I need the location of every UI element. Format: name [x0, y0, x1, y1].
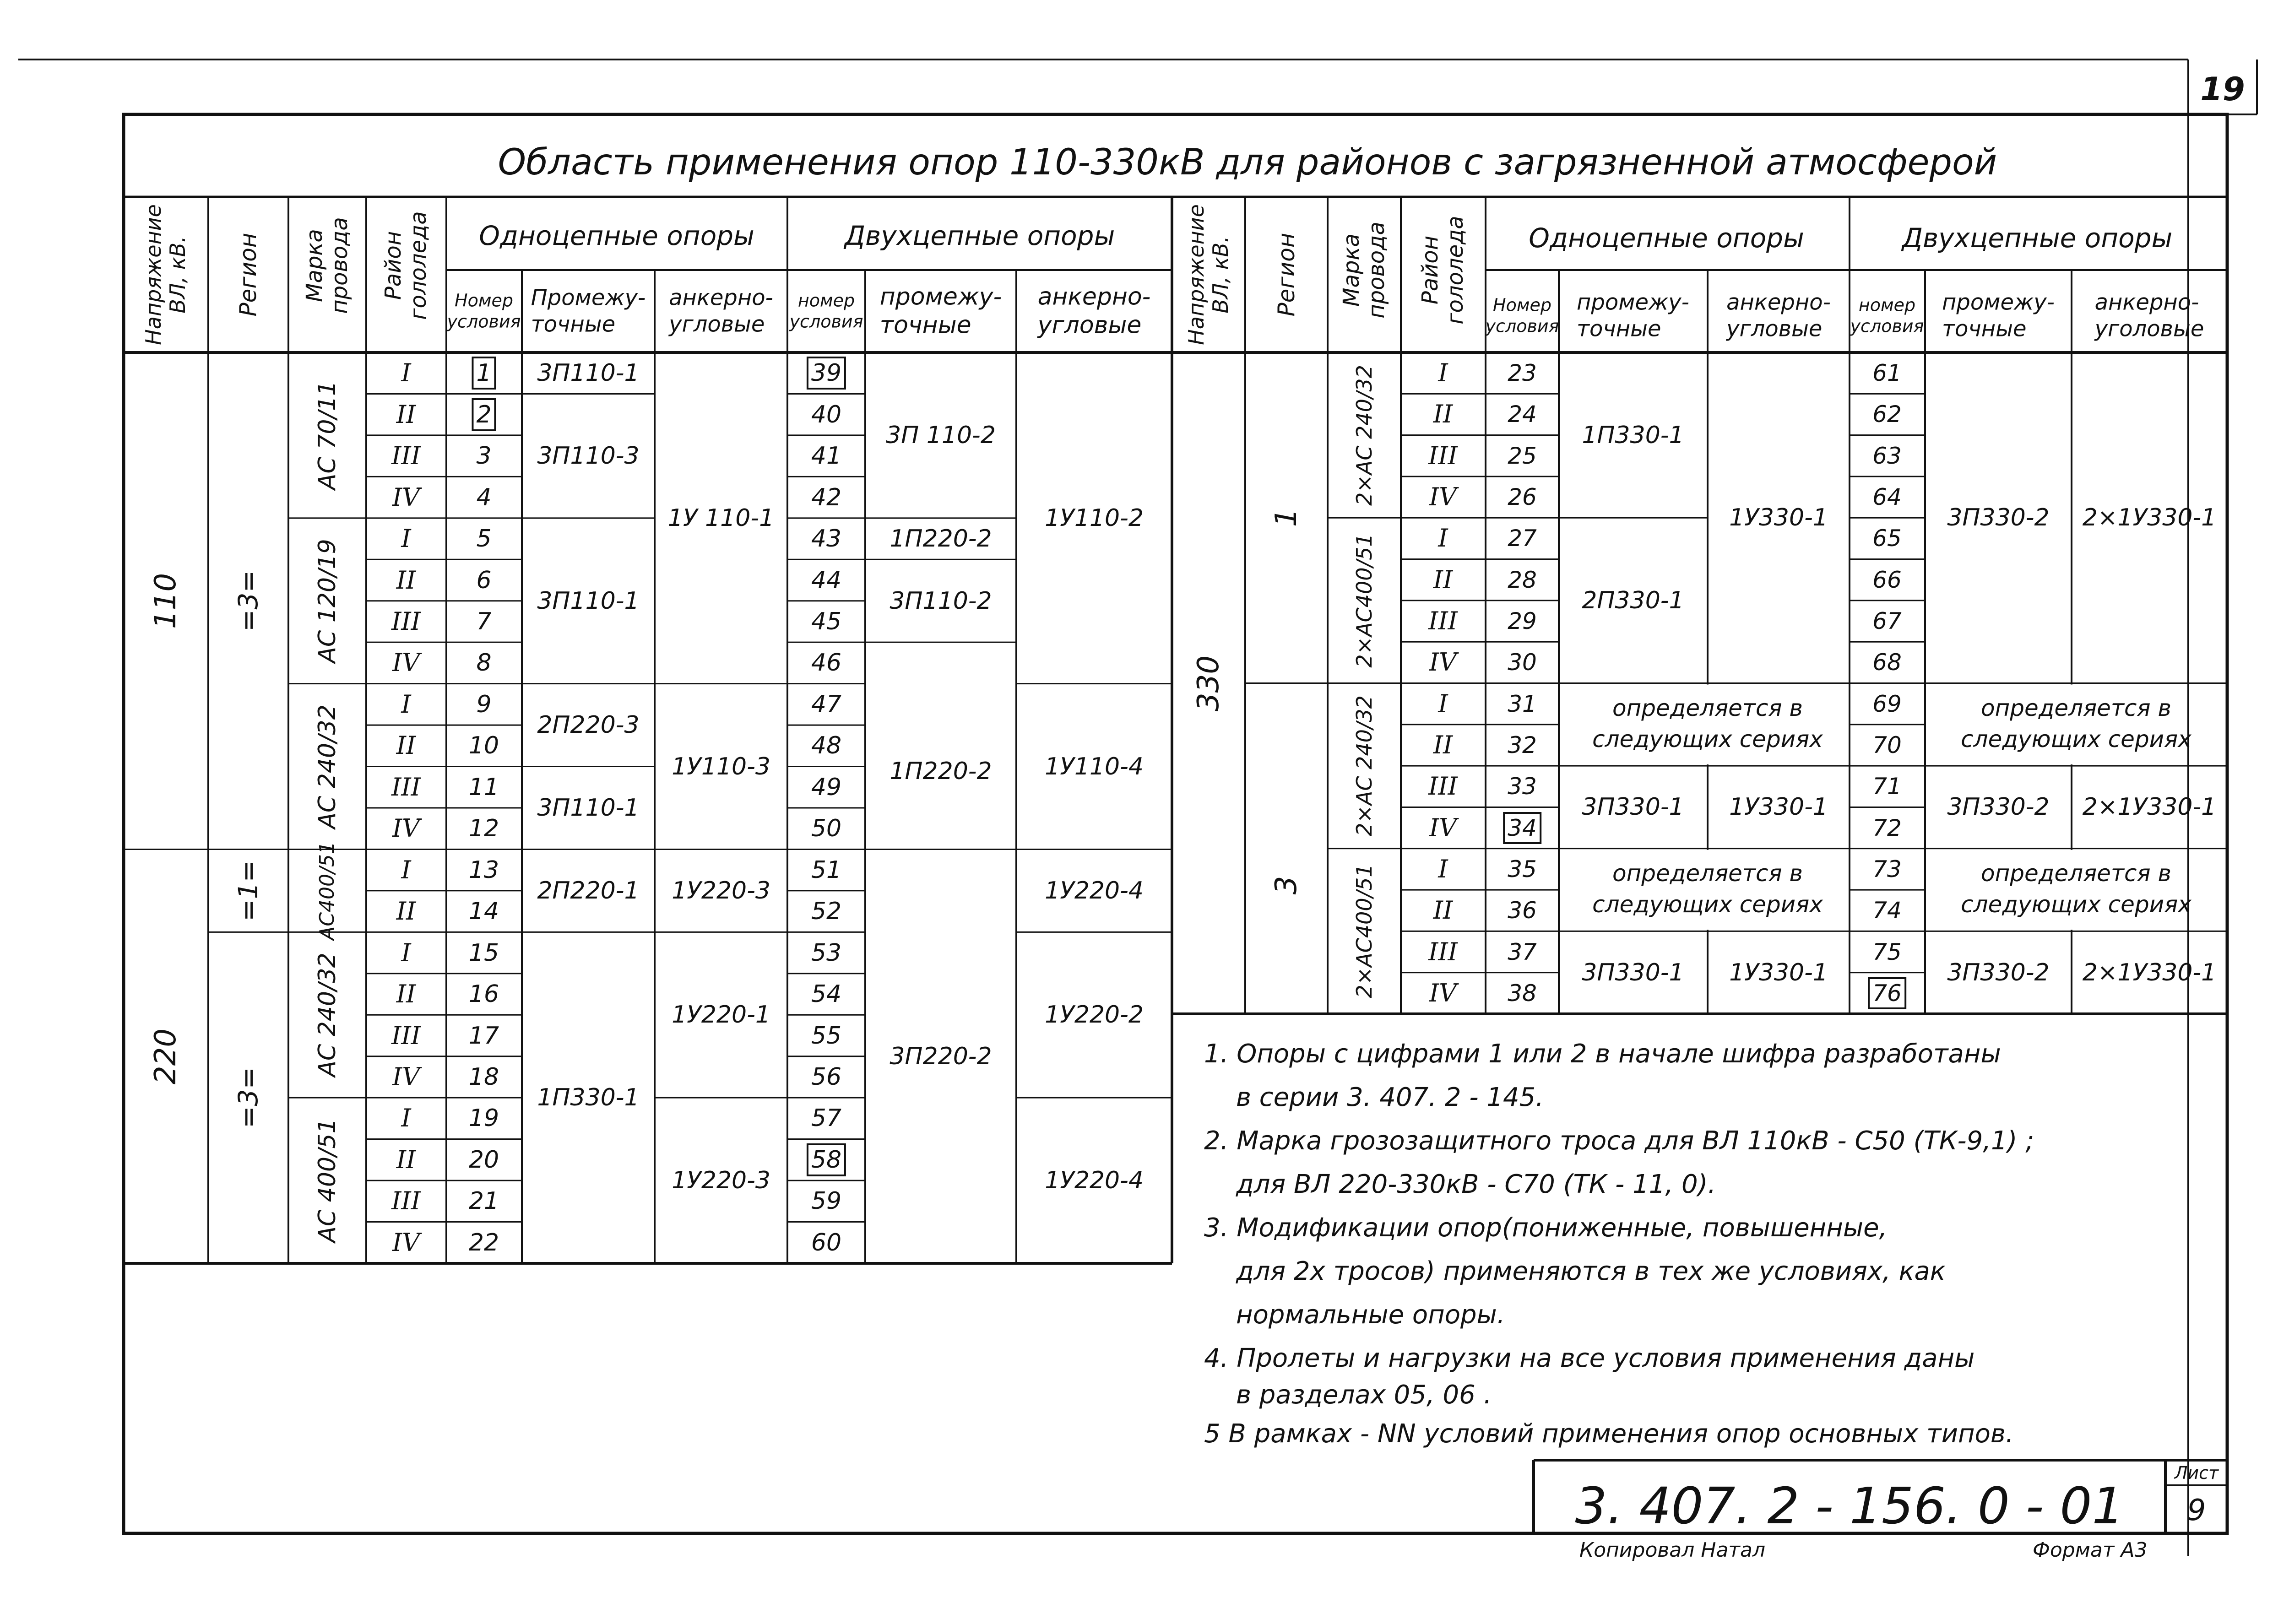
condition-number: 41: [811, 442, 842, 470]
header-inter-r-1: промежу-: [1577, 289, 1689, 315]
header-anchor-l-1: анкерно-: [669, 285, 773, 311]
condition-number: 22: [468, 1229, 499, 1256]
wire-mark: 2×АС400/51: [1352, 864, 1377, 998]
condition-number: 63: [1872, 442, 1902, 469]
header-wire-r-line2: провода: [1364, 222, 1389, 319]
condition-number: 57: [811, 1104, 842, 1132]
condition-number: 55: [811, 1022, 842, 1050]
intermediate-support: 2П220-1: [537, 877, 640, 904]
note-3-cont: для 2х тросов) применяются в тех же условиях, как: [1236, 1256, 1946, 1286]
condition-number: 13: [468, 856, 499, 884]
header-voltage-line2: ВЛ, кВ.: [165, 236, 190, 314]
header-num-r-2: условия: [1485, 316, 1559, 336]
header-inter-r-2: точные: [1577, 316, 1661, 341]
header-anchor-r2: [2095, 289, 2204, 342]
note-2: 2. Марка грозозащитного троса для ВЛ 110кВ - С50 (ТК-9,1) ;: [1204, 1126, 2034, 1156]
anchor-support: 2×1У330-1: [2082, 958, 2217, 986]
condition-number: 72: [1872, 814, 1902, 841]
header-voltage: [141, 204, 190, 345]
header-anchor-l-2: угловые: [669, 311, 765, 337]
condition-number: 54: [811, 980, 842, 1008]
header-num-r2-2: условия: [1850, 316, 1924, 336]
header-single-r: Одноцепные опоры: [1529, 222, 1804, 254]
header-anchor-l: [669, 285, 773, 337]
condition-number: 58: [811, 1146, 842, 1174]
condition-number: 8: [476, 649, 492, 677]
ice-region: II: [1433, 896, 1453, 925]
header-inter-l-2: точные: [531, 311, 616, 337]
anchor-support: 2×1У330-1: [2082, 793, 2217, 821]
anchor-support: 1У110-2: [1045, 504, 1144, 532]
ice-region: II: [396, 400, 416, 429]
header-num-r2-1: номер: [1858, 295, 1916, 315]
condition-number: 33: [1508, 773, 1537, 800]
intermediate-support: 3П330-2: [1947, 504, 2050, 532]
anchor-support: 1У220-4: [1045, 877, 1144, 904]
note-1-cont: в серии 3. 407. 2 - 145.: [1236, 1083, 1544, 1112]
intermediate-support: 3П110-3: [537, 442, 640, 470]
header-num-l2: [790, 290, 863, 332]
intermediate-support: 1П220-2: [890, 525, 992, 553]
condition-number: 64: [1872, 484, 1902, 511]
header-anchor-r-2: угловые: [1726, 316, 1823, 341]
wire-mark: 2×АС 240/32: [1352, 364, 1377, 506]
condition-number: 51: [811, 856, 842, 884]
ice-region: I: [401, 689, 411, 719]
ice-region: III: [391, 606, 421, 636]
note-2-cont: для ВЛ 220-330кВ - С70 (ТК - 11, 0).: [1236, 1169, 1716, 1199]
header-anchor-r2-1: анкерно-: [2094, 289, 2199, 315]
header-inter-l2-2: точные: [879, 312, 971, 339]
condition-number: 67: [1872, 608, 1902, 635]
defined-in-series: следующих серияx: [1592, 725, 1823, 752]
header-num-l2-2: условия: [789, 311, 863, 331]
intermediate-support: 1П330-1: [1582, 421, 1684, 449]
ice-region: III: [1428, 772, 1458, 801]
region-1-r: 1: [1269, 508, 1303, 527]
header-num-r-1: Номер: [1493, 295, 1551, 315]
header-num-l: [447, 290, 521, 332]
ice-region: II: [396, 1145, 416, 1174]
header-inter-l2-1: промежу-: [879, 283, 1002, 311]
condition-number: 21: [468, 1187, 499, 1215]
region-1: =1=: [233, 860, 264, 921]
ice-region: III: [391, 441, 421, 471]
anchor-support: 1У 110-1: [667, 504, 775, 532]
anchor-support: 1У110-4: [1045, 752, 1144, 780]
ice-region: II: [1433, 565, 1453, 594]
header-ice-line2: гололеда: [406, 211, 431, 320]
condition-number: 66: [1872, 566, 1902, 593]
wire-mark: АС 400/51: [314, 1118, 341, 1243]
header-anchor-l2: [1038, 283, 1151, 340]
page-title: Область применения опор 110-330кВ для районов с загрязненной атмосферой: [498, 142, 1997, 183]
ice-region: III: [1428, 441, 1458, 470]
header-voltage-r-line1: Напряжение: [1184, 204, 1209, 345]
ice-region: IV: [392, 648, 420, 677]
condition-number: 71: [1872, 773, 1902, 800]
condition-number: 75: [1872, 938, 1902, 965]
note-4: 4. Пролеты и нагрузки на все условия применения даны: [1204, 1343, 1975, 1373]
copied-by: Копировал Натал: [1579, 1538, 1766, 1562]
header-ice-line1: Район: [380, 231, 406, 300]
header-ice-r: [1418, 216, 1468, 324]
ice-region: IV: [1429, 813, 1457, 842]
header-double-r: Двухцепные опоры: [1902, 222, 2173, 254]
condition-number: 61: [1872, 360, 1902, 387]
header-inter-l: [531, 285, 646, 337]
ice-region: I: [401, 938, 411, 967]
wire-mark: АС 120/19: [314, 539, 341, 663]
intermediate-support: 3П 110-2: [886, 421, 996, 449]
header-wire-r: [1339, 222, 1389, 318]
intermediate-support: 3П110-1: [537, 359, 640, 387]
wire-mark: 2×АС400/51: [1352, 533, 1377, 668]
ice-region: IV: [1429, 978, 1457, 1007]
condition-number: 4: [476, 483, 492, 511]
intermediate-support: 3П110-1: [537, 794, 640, 822]
intermediate-support: 1П330-1: [537, 1084, 640, 1112]
ice-region: I: [401, 358, 411, 388]
intermediate-support: 3П330-2: [1947, 958, 2050, 986]
defined-in-series: определяется в: [1981, 694, 2171, 721]
anchor-support: 1У330-1: [1729, 793, 1828, 821]
condition-number: 28: [1508, 566, 1537, 593]
voltage-110: 110: [149, 573, 183, 629]
condition-number: 27: [1508, 525, 1537, 552]
anchor-support: 1У220-2: [1045, 1001, 1144, 1029]
sheet-number-small: 9: [2187, 1494, 2206, 1527]
ice-region: I: [1438, 854, 1448, 883]
wire-mark: АС 240/32: [314, 953, 341, 1077]
intermediate-support: 3П330-1: [1582, 958, 1684, 986]
condition-number: 9: [476, 690, 492, 718]
condition-number: 56: [811, 1063, 842, 1091]
header-wire-r-line1: Марка: [1338, 233, 1364, 307]
ice-region: II: [1433, 730, 1453, 759]
condition-number: 14: [468, 898, 499, 926]
condition-number: 34: [1508, 814, 1537, 841]
header-anchor-r2-2: уголовые: [2094, 316, 2204, 341]
condition-number: 59: [811, 1187, 842, 1215]
condition-number: 68: [1872, 649, 1902, 676]
condition-number: 10: [468, 732, 499, 760]
ice-region: IV: [392, 482, 420, 512]
anchor-support: 1У220-3: [672, 877, 770, 904]
intermediate-support: 1П220-2: [890, 757, 992, 785]
condition-number: 60: [811, 1229, 842, 1256]
condition-number: 46: [811, 649, 842, 677]
note-3: 3. Модификации опор(пониженные, повышенные,: [1204, 1213, 1888, 1243]
header-inter-r2-1: промежу-: [1942, 289, 2055, 315]
condition-number: 50: [811, 815, 842, 843]
condition-number: 40: [811, 401, 842, 428]
condition-number: 15: [468, 939, 499, 967]
condition-number: 39: [811, 359, 842, 387]
header-anchor-l2-2: угловые: [1037, 312, 1142, 339]
voltage-220: 220: [149, 1028, 183, 1084]
condition-number: 16: [468, 980, 499, 1008]
ice-region: I: [401, 524, 411, 553]
condition-number: 3: [476, 442, 492, 470]
header-anchor-l2-1: анкерно-: [1037, 283, 1151, 311]
condition-number: 49: [811, 773, 842, 801]
ice-region: IV: [392, 1228, 420, 1257]
region-3-r: 3: [1269, 876, 1303, 895]
header-inter-l-1: Промежу-: [531, 285, 646, 311]
defined-in-series: следующих серияx: [1961, 725, 2191, 752]
intermediate-support: 2П330-1: [1582, 586, 1684, 614]
paper-format: Формат А3: [2033, 1538, 2148, 1562]
condition-number: 11: [468, 773, 499, 801]
header-region-r: Регион: [1273, 233, 1300, 317]
condition-number: 74: [1872, 897, 1902, 924]
condition-number: 65: [1872, 525, 1902, 552]
intermediate-support: 2П220-3: [537, 711, 640, 739]
ice-region: I: [1438, 689, 1448, 718]
ice-region: II: [396, 897, 416, 926]
header-num-r: [1486, 295, 1559, 336]
condition-number: 20: [468, 1146, 499, 1174]
condition-number: 52: [811, 898, 842, 926]
intermediate-support: 3П110-2: [890, 587, 992, 615]
ice-region: IV: [392, 1062, 420, 1091]
condition-number: 18: [468, 1063, 499, 1091]
condition-number: 38: [1508, 980, 1537, 1007]
condition-number: 29: [1508, 608, 1537, 635]
ice-region: I: [401, 855, 411, 884]
anchor-support: 1У220-4: [1045, 1167, 1144, 1195]
condition-number: 69: [1872, 690, 1902, 717]
header-anchor-r: [1726, 289, 1831, 342]
header-inter-r: [1577, 289, 1689, 342]
sheet-label: Лист: [2174, 1463, 2219, 1483]
ice-region: IV: [1429, 648, 1457, 677]
ice-region: IV: [1429, 482, 1457, 512]
condition-number: 5: [476, 525, 492, 553]
note-4-cont: в разделах 05, 06 .: [1236, 1380, 1492, 1410]
condition-number: 32: [1508, 731, 1537, 758]
condition-number: 31: [1508, 690, 1537, 717]
condition-number: 7: [476, 607, 492, 635]
header-wire-line1: Марка: [301, 229, 327, 302]
header-region: Регион: [235, 233, 261, 317]
ice-region: I: [1438, 524, 1448, 553]
header-ice-r-line2: гололеда: [1443, 216, 1468, 325]
sheet-number: 19: [2200, 70, 2245, 108]
header-voltage-r: [1184, 204, 1233, 345]
condition-number: 35: [1508, 855, 1537, 882]
condition-number: 1: [476, 359, 492, 387]
condition-number: 24: [1508, 401, 1537, 428]
condition-number: 70: [1872, 731, 1902, 758]
condition-number: 37: [1508, 938, 1537, 965]
header-wire: [302, 217, 353, 314]
condition-number: 2: [476, 401, 492, 428]
ice-region: I: [401, 1104, 411, 1133]
header-num-r2: [1850, 295, 1924, 336]
header-voltage-line1: Напряжение: [141, 204, 166, 345]
condition-number: 30: [1508, 649, 1537, 676]
header-voltage-r-line2: ВЛ, кВ.: [1208, 236, 1233, 314]
note-1: 1. Опоры с цифрами 1 или 2 в начале шифра разработаны: [1204, 1039, 2001, 1069]
header-double: Двухцепные опоры: [844, 220, 1115, 251]
condition-number: 53: [811, 939, 842, 967]
wire-mark: 2×АС 240/32: [1352, 695, 1377, 837]
ice-region: III: [391, 1186, 421, 1216]
ice-region: III: [1428, 937, 1458, 966]
anchor-support: 1У220-3: [672, 1167, 770, 1195]
header-inter-r2-2: точные: [1942, 316, 2027, 341]
ice-region: II: [396, 565, 416, 595]
condition-number: 47: [811, 690, 842, 718]
ice-region: II: [396, 731, 416, 760]
region-3-b: =3=: [233, 1067, 264, 1129]
anchor-support: 1У110-3: [672, 752, 770, 780]
header-wire-line2: провода: [327, 217, 353, 314]
condition-number: 42: [811, 483, 842, 511]
defined-in-series: определяется в: [1981, 860, 2171, 887]
condition-number: 23: [1508, 360, 1537, 387]
anchor-support: 1У220-1: [672, 1001, 770, 1029]
intermediate-support: 3П220-2: [890, 1042, 992, 1070]
header-num-l-2: условия: [447, 311, 521, 331]
condition-number: 19: [468, 1104, 499, 1132]
condition-number: 48: [811, 732, 842, 760]
header-single: Одноцепные опоры: [479, 220, 754, 251]
wire-mark: АС 240/32: [314, 704, 341, 829]
condition-number: 73: [1872, 855, 1902, 882]
document-code: 3. 407. 2 - 156. 0 - 01: [1575, 1477, 2124, 1535]
header-anchor-r-1: анкерно-: [1726, 289, 1831, 315]
wire-mark: АС400/51: [315, 841, 339, 940]
condition-number: 36: [1508, 897, 1537, 924]
condition-number: 62: [1872, 401, 1902, 428]
voltage-330: 330: [1192, 655, 1226, 711]
condition-number: 6: [476, 566, 492, 594]
anchor-support: 2×1У330-1: [2082, 504, 2217, 532]
defined-in-series: следующих серияx: [1592, 891, 1823, 918]
wire-mark: АС 70/11: [314, 380, 341, 490]
defined-in-series: определяется в: [1612, 694, 1803, 721]
condition-number: 43: [811, 525, 842, 553]
ice-region: II: [396, 980, 416, 1009]
condition-number: 44: [811, 566, 842, 594]
header-num-l2-1: номер: [797, 290, 855, 311]
header-num-l-1: Номер: [455, 290, 513, 311]
intermediate-support: 3П330-1: [1582, 793, 1684, 821]
condition-number: 45: [811, 607, 842, 635]
defined-in-series: следующих серияx: [1961, 891, 2191, 918]
intermediate-support: 3П110-1: [537, 587, 640, 615]
ice-region: III: [391, 1021, 421, 1050]
condition-number: 12: [468, 815, 499, 843]
header-ice: [381, 211, 431, 319]
condition-number: 25: [1508, 442, 1537, 469]
ice-region: III: [1428, 606, 1458, 636]
header-ice-r-line1: Район: [1417, 235, 1443, 305]
intermediate-support: 3П330-2: [1947, 793, 2050, 821]
ice-region: II: [1433, 400, 1453, 429]
region-3-a: =3=: [233, 570, 264, 632]
ice-region: IV: [392, 814, 420, 843]
note-3-cont2: нормальные опоры.: [1236, 1300, 1505, 1330]
ice-region: I: [1438, 358, 1448, 388]
anchor-support: 1У330-1: [1729, 958, 1828, 986]
condition-number: 17: [468, 1022, 499, 1050]
condition-number: 76: [1872, 980, 1902, 1007]
ice-region: III: [391, 772, 421, 801]
note-5: 5 В рамках - NN условий применения опор основных типов.: [1204, 1419, 2014, 1449]
defined-in-series: определяется в: [1612, 860, 1803, 887]
header-inter-l2: [880, 283, 1002, 340]
header-inter-r2: [1942, 289, 2055, 342]
anchor-support: 1У330-1: [1729, 504, 1828, 532]
condition-number: 26: [1508, 484, 1537, 511]
